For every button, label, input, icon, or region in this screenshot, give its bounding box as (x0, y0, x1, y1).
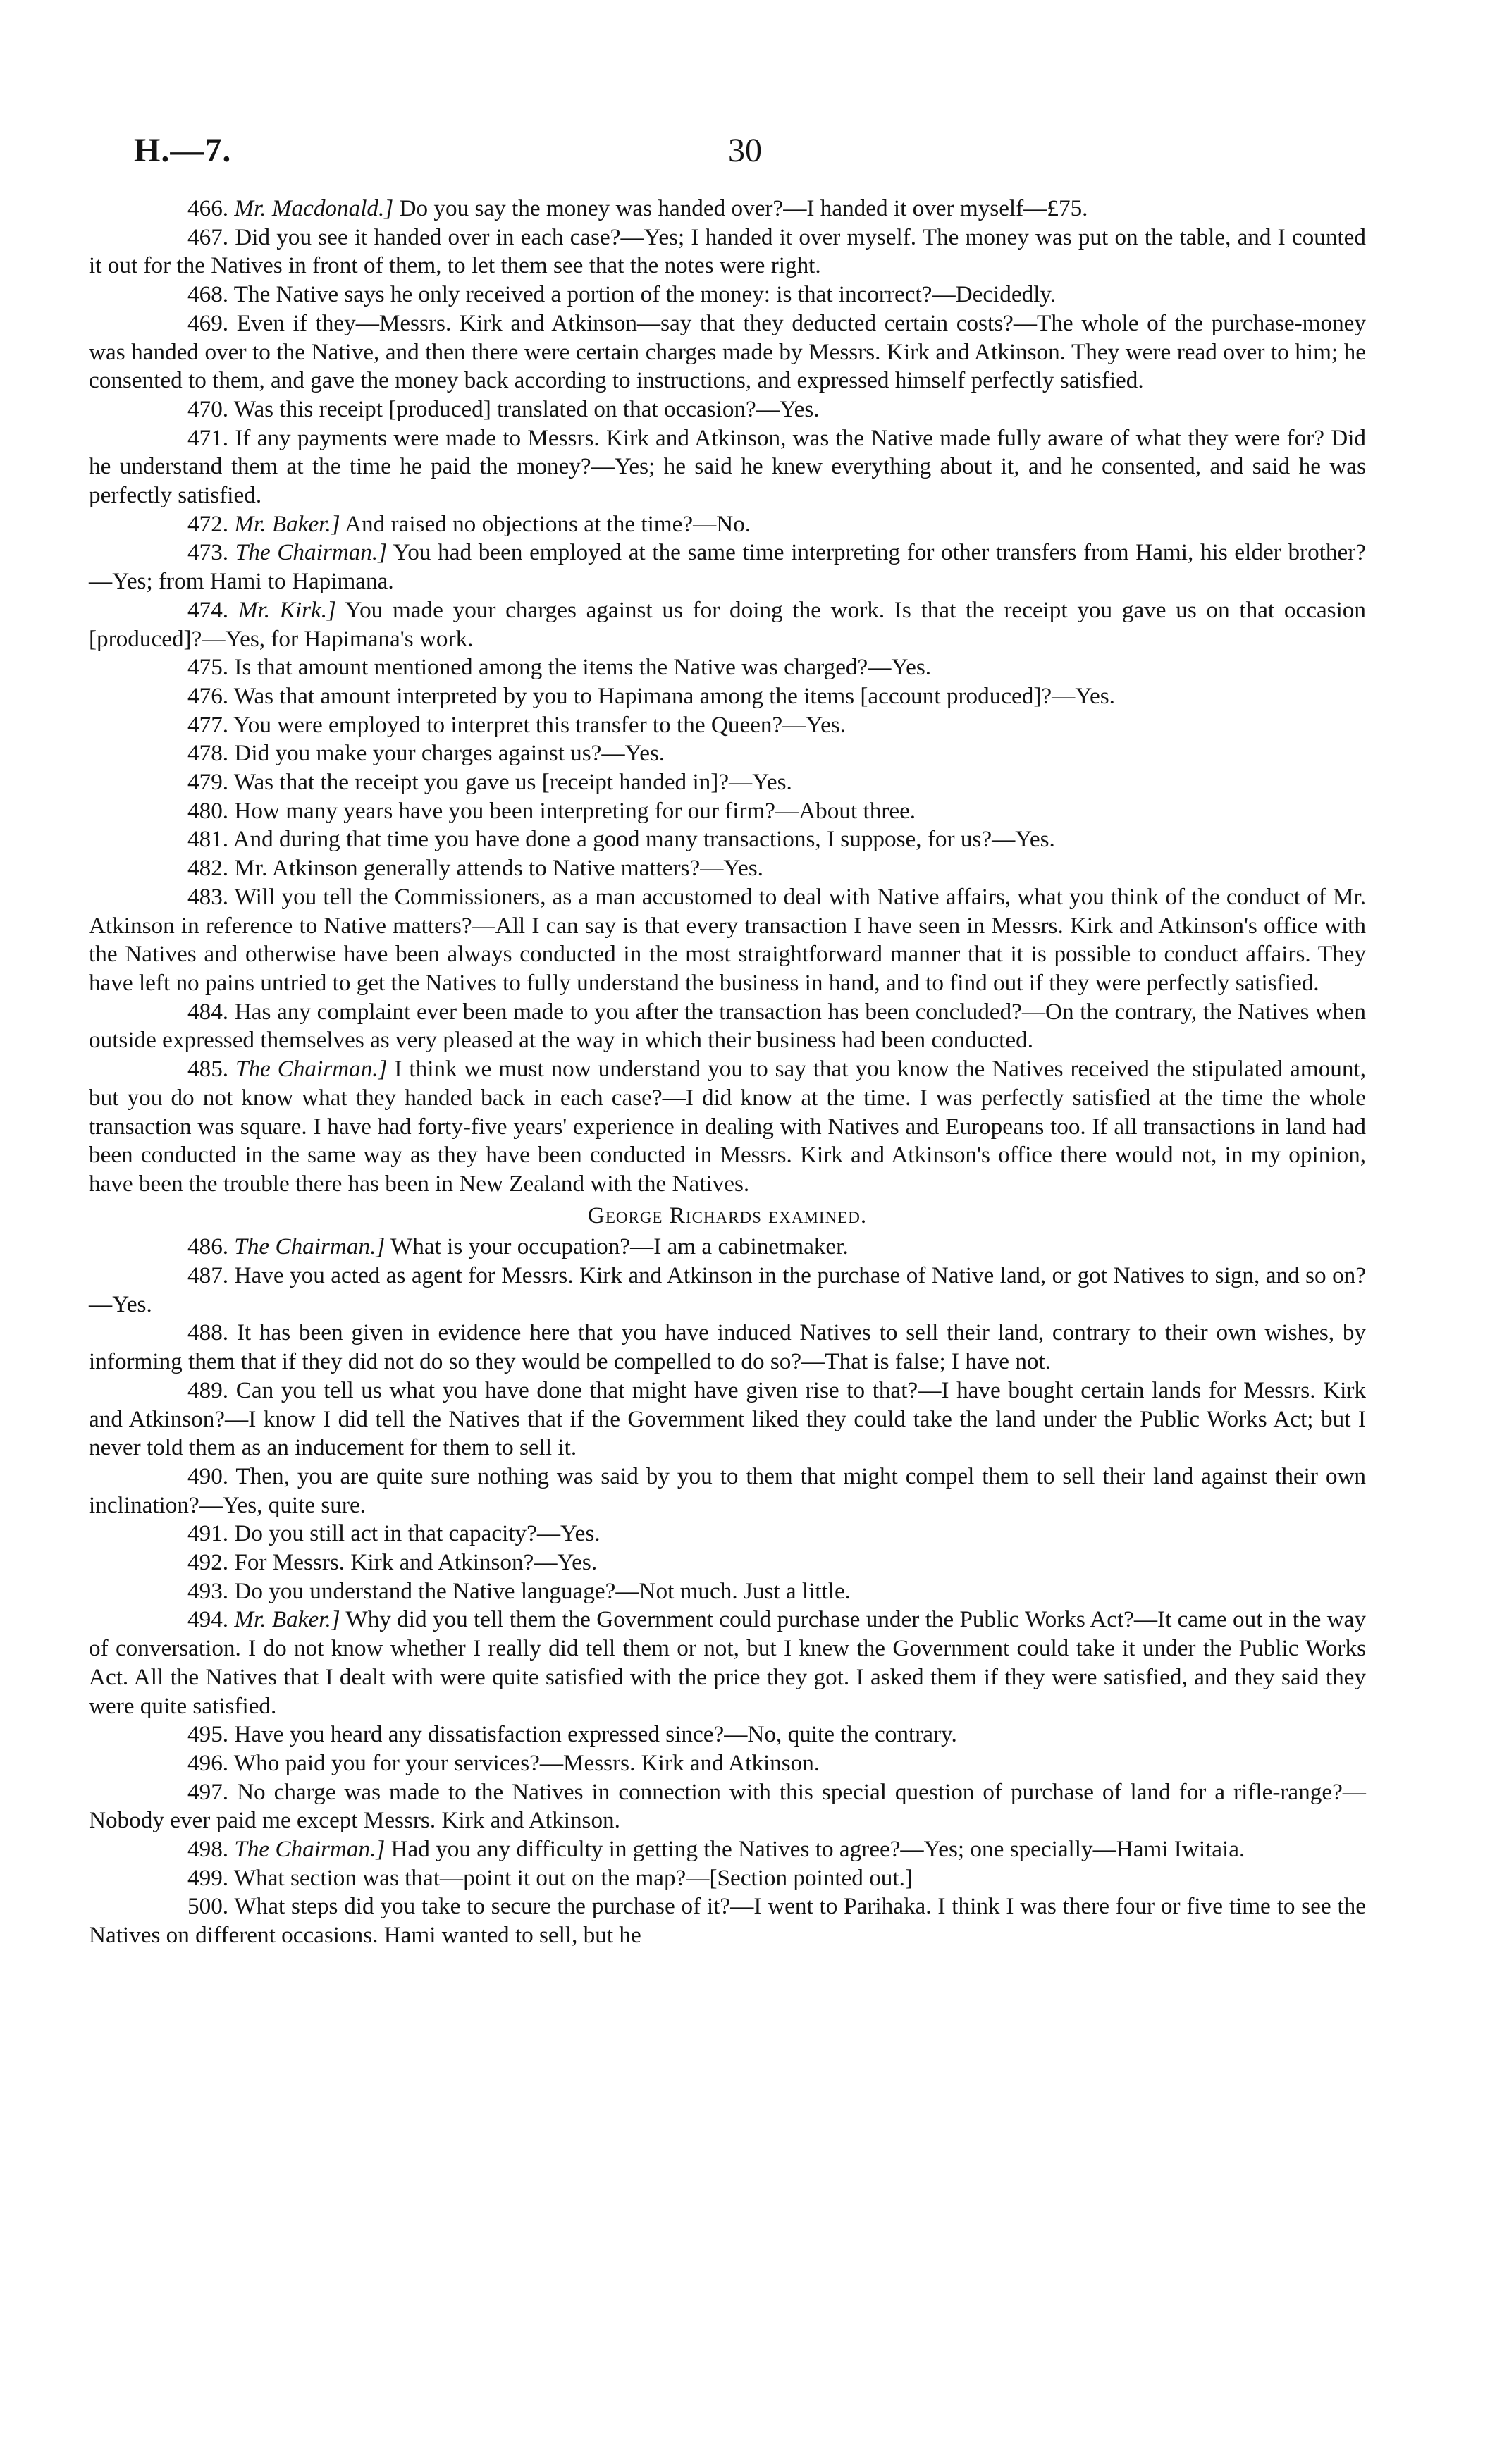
question-number: 473. (187, 539, 229, 566)
testimony-paragraph (89, 510, 1366, 539)
testimony-text: Did you make your charges against us?—Yes. (234, 740, 665, 767)
question-number: 499. (187, 1864, 229, 1891)
page-number: 30 (728, 132, 762, 169)
testimony-text: What steps did you take to secure the purchase of it?—I went to Parihaka. I think I was there four or five time to see the Natives on different occasions. Hami wanted to sell, but he (89, 1893, 1367, 1949)
speaker-name: Mr. Baker.] (234, 1606, 340, 1633)
testimony-text: How many years have you been interpreting for our firm?—About three. (234, 797, 916, 824)
question-number: 482. (187, 855, 229, 882)
question-number: 475. (187, 654, 229, 681)
question-number: 470. (187, 395, 229, 422)
witness-heading: George Richards examined. (587, 1202, 868, 1228)
testimony-paragraph (89, 854, 1366, 883)
question-number: 477. (187, 711, 229, 738)
question-number: 488. (187, 1319, 229, 1346)
testimony-text: Then, you are quite sure nothing was said by you to them that might compel them to sell their land against their own inclination?—Yes, quite sure. (89, 1462, 1367, 1518)
question-number: 484. (187, 998, 229, 1025)
question-number: 476. (187, 682, 229, 709)
question-number: 492. (187, 1549, 229, 1576)
testimony-paragraph (89, 682, 1366, 711)
testimony-paragraph (89, 1749, 1366, 1778)
testimony-text: Why did you tell them the Government could purchase under the Public Works Act?—It came out in the way of conversation. I do not know whether I really did tell them or not, but I knew the Government could take it under the Public Works Act. All the Natives that I dealt with were quite satisfied with the price they got. I asked them if they were satisfied, and they said they were quite satisfied. (89, 1606, 1366, 1719)
testimony-paragraph (89, 1606, 1366, 1720)
testimony-paragraph (89, 883, 1366, 998)
testimony-paragraph (89, 768, 1366, 797)
question-number: 498. (187, 1836, 229, 1863)
testimony-body (89, 195, 1366, 1950)
testimony-paragraph (89, 1520, 1366, 1548)
page-header (134, 131, 1356, 173)
testimony-text: You were employed to interpret this transfer to the Queen?—Yes. (233, 711, 846, 738)
question-number: 500. (187, 1893, 229, 1920)
question-number: 490. (187, 1462, 229, 1489)
testimony-text: No charge was made to the Natives in connection with this special question of purchase of land for a rifle-range?—Nobody ever paid me except Messrs. Kirk and Atkinson. (89, 1778, 1366, 1834)
testimony-text: Was this receipt [produced] translated on that occasion?—Yes. (233, 395, 820, 422)
speaker-name: The Chairman.] (234, 1836, 386, 1863)
testimony-paragraph (89, 223, 1366, 281)
question-number: 472. (187, 510, 229, 537)
testimony-text: The Native says he only received a portion of the money: is that incorrect?—Decidedly. (233, 281, 1057, 308)
document-id: H.—7. (134, 132, 232, 169)
testimony-text: For Messrs. Kirk and Atkinson?—Yes. (234, 1549, 598, 1576)
speaker-name: The Chairman.] (235, 1056, 388, 1083)
question-number: 495. (187, 1721, 229, 1748)
question-number: 487. (187, 1262, 229, 1289)
testimony-text: Can you tell us what you have done that might have given rise to that?—I have bought certain lands for Messrs. Kirk and Atkinson?—I know I did tell the Natives that if the Government liked they could take the land under the Public Works Act; but I never told them as an inducement for them to sell it. (89, 1376, 1367, 1461)
testimony-text: Have you acted as agent for Messrs. Kirk and Atkinson in the purchase of Native land, or got Natives to sign, and so on?—Yes. (89, 1262, 1367, 1317)
speaker-name: The Chairman.] (235, 539, 388, 566)
question-number: 489. (187, 1376, 229, 1403)
testimony-paragraph (89, 1892, 1366, 1949)
testimony-paragraph (89, 1319, 1366, 1376)
testimony-text: You made your charges against us for doing the work. Is that the receipt you gave us on that occasion [produced]?—Yes, for Hapimana's work. (89, 596, 1366, 652)
testimony-paragraph (89, 1778, 1366, 1835)
speaker-name: The Chairman.] (234, 1233, 386, 1260)
testimony-paragraph (89, 1577, 1366, 1606)
question-number: 491. (187, 1520, 229, 1547)
testimony-text: And raised no objections at the time?—No. (340, 510, 751, 537)
testimony-paragraph (89, 1864, 1366, 1893)
testimony-paragraph (89, 711, 1366, 740)
testimony-text: What is your occupation?—I am a cabinetmaker. (385, 1233, 849, 1260)
question-number: 480. (187, 797, 229, 824)
testimony-text: You had been employed at the same time interpreting for other transfers from Hami, his elder brother?—Yes; from Hami to Hapimana. (89, 539, 1367, 595)
testimony-text: Have you heard any dissatisfaction expressed since?—No, quite the contrary. (234, 1721, 957, 1748)
testimony-text: Do you say the money was handed over?—I handed it over myself—£75. (393, 195, 1088, 221)
testimony-paragraph (89, 1548, 1366, 1577)
testimony-paragraph (89, 195, 1366, 223)
testimony-text: Has any complaint ever been made to you after the transaction has been concluded?—On the contrary, the Natives when outside expressed themselves as very pleased at the way in which their business had been conducted. (89, 998, 1366, 1054)
question-number: 481. (187, 826, 229, 853)
testimony-text: Had you any difficulty in getting the Natives to agree?—Yes; one specially—Hami Iwitaia. (385, 1836, 1245, 1863)
testimony-paragraph (89, 309, 1366, 395)
question-number: 467. (187, 223, 229, 250)
testimony-text: Even if they—Messrs. Kirk and Atkinson—say that they deducted certain costs?—The whole of the purchase-money was handed over to the Native, and then there were certain charges made by Messrs. Kirk and Atkinson. They were read over to him; he consented to them, and gave the money back according to instructions, and expressed himself perfectly satisfied. (89, 309, 1366, 394)
testimony-paragraph (89, 1720, 1366, 1749)
speaker-name: Mr. Macdonald.] (234, 195, 394, 221)
testimony-text: If any payments were made to Messrs. Kirk and Atkinson, was the Native made fully aware of what they were for? Did he understand them at the time he paid the money?—Yes; he said he knew everything about it, and he consented, and said he was perfectly satisfied. (89, 424, 1367, 509)
question-number: 466. (187, 195, 229, 221)
question-number: 493. (187, 1577, 229, 1604)
testimony-paragraph (89, 395, 1366, 424)
testimony-paragraph (89, 1835, 1366, 1864)
question-number: 478. (187, 740, 229, 767)
testimony-text: Was that amount interpreted by you to Hapimana among the items [account produced]?—Yes. (233, 682, 1115, 709)
testimony-text: Will you tell the Commissioners, as a man accustomed to deal with Native affairs, what you think of the conduct of Mr. Atkinson in reference to Native matters?—All I can say is that every transaction I have seen in Messrs. Kirk and Atkinson's office with the Natives and otherwise have been always conducted in the most straightforward manner that it is possible to conduct affairs. They have left no pains untried to get the Natives to fully understand the business in hand, and to find out if they were perfectly satisfied. (89, 883, 1366, 996)
testimony-paragraph (89, 424, 1366, 510)
testimony-paragraph (89, 653, 1366, 682)
testimony-text: Mr. Atkinson generally attends to Native matters?—Yes. (234, 855, 763, 882)
testimony-text: Do you still act in that capacity?—Yes. (234, 1520, 601, 1547)
testimony-paragraph (89, 1462, 1366, 1520)
testimony-paragraph (89, 1262, 1366, 1319)
testimony-paragraph (89, 1233, 1366, 1262)
question-number: 479. (187, 769, 229, 796)
question-number: 468. (187, 281, 229, 308)
question-number: 485. (187, 1056, 229, 1083)
question-number: 494. (187, 1606, 229, 1633)
question-number: 496. (187, 1749, 229, 1776)
testimony-text: Who paid you for your services?—Messrs. Kirk and Atkinson. (233, 1749, 820, 1776)
question-number: 483. (187, 883, 229, 910)
testimony-text: It has been given in evidence here that you have induced Natives to sell their land, contrary to their own wishes, by informing them that if they did not do so they would be compelled to do so?—That is false; I have not. (89, 1319, 1367, 1375)
testimony-paragraph (89, 1055, 1366, 1199)
testimony-text: I think we must now understand you to say that you know the Natives received the stipulated amount, but you do not know what they handed back in each case?—I did know at the time. I was perfectly satisfied at the time the whole transaction was square. I have had forty-five years' experience in dealing with Natives and Europeans too. If all transactions in land had been conducted in the same way as they have been conducted in Messrs. Kirk and Atkinson's office there would not, in my opinion, have been the trouble there has been in New Zealand with the Natives. (89, 1056, 1367, 1197)
testimony-text: Do you understand the Native language?—Not much. Just a little. (234, 1577, 851, 1604)
testimony-paragraph (89, 797, 1366, 826)
testimony-text: And during that time you have done a good many transactions, I suppose, for us?—Yes. (233, 826, 1055, 853)
question-number: 471. (187, 424, 229, 451)
testimony-paragraph (89, 1376, 1366, 1462)
question-number: 469. (187, 309, 229, 336)
testimony-text: Did you see it handed over in each case?—Yes; I handed it over myself. The money was put on the table, and I counted it out for the Natives in front of them, to let them see that the notes were right. (89, 223, 1366, 279)
question-number: 497. (187, 1778, 229, 1805)
testimony-paragraph (89, 281, 1366, 309)
speaker-name: Mr. Baker.] (234, 510, 340, 537)
question-number: 474. (187, 596, 229, 623)
testimony-paragraph (89, 825, 1366, 854)
testimony-text: Was that the receipt you gave us [receipt handed in]?—Yes. (233, 769, 792, 796)
testimony-text: What section was that—point it out on the map?—[Section pointed out.] (233, 1864, 913, 1891)
speaker-name: Mr. Kirk.] (238, 596, 336, 623)
testimony-paragraph (89, 596, 1366, 653)
testimony-paragraph (89, 538, 1366, 596)
testimony-paragraph (89, 739, 1366, 768)
question-number: 486. (187, 1233, 229, 1260)
testimony-paragraph (89, 998, 1366, 1055)
testimony-text: Is that amount mentioned among the items the Native was charged?—Yes. (234, 654, 932, 681)
